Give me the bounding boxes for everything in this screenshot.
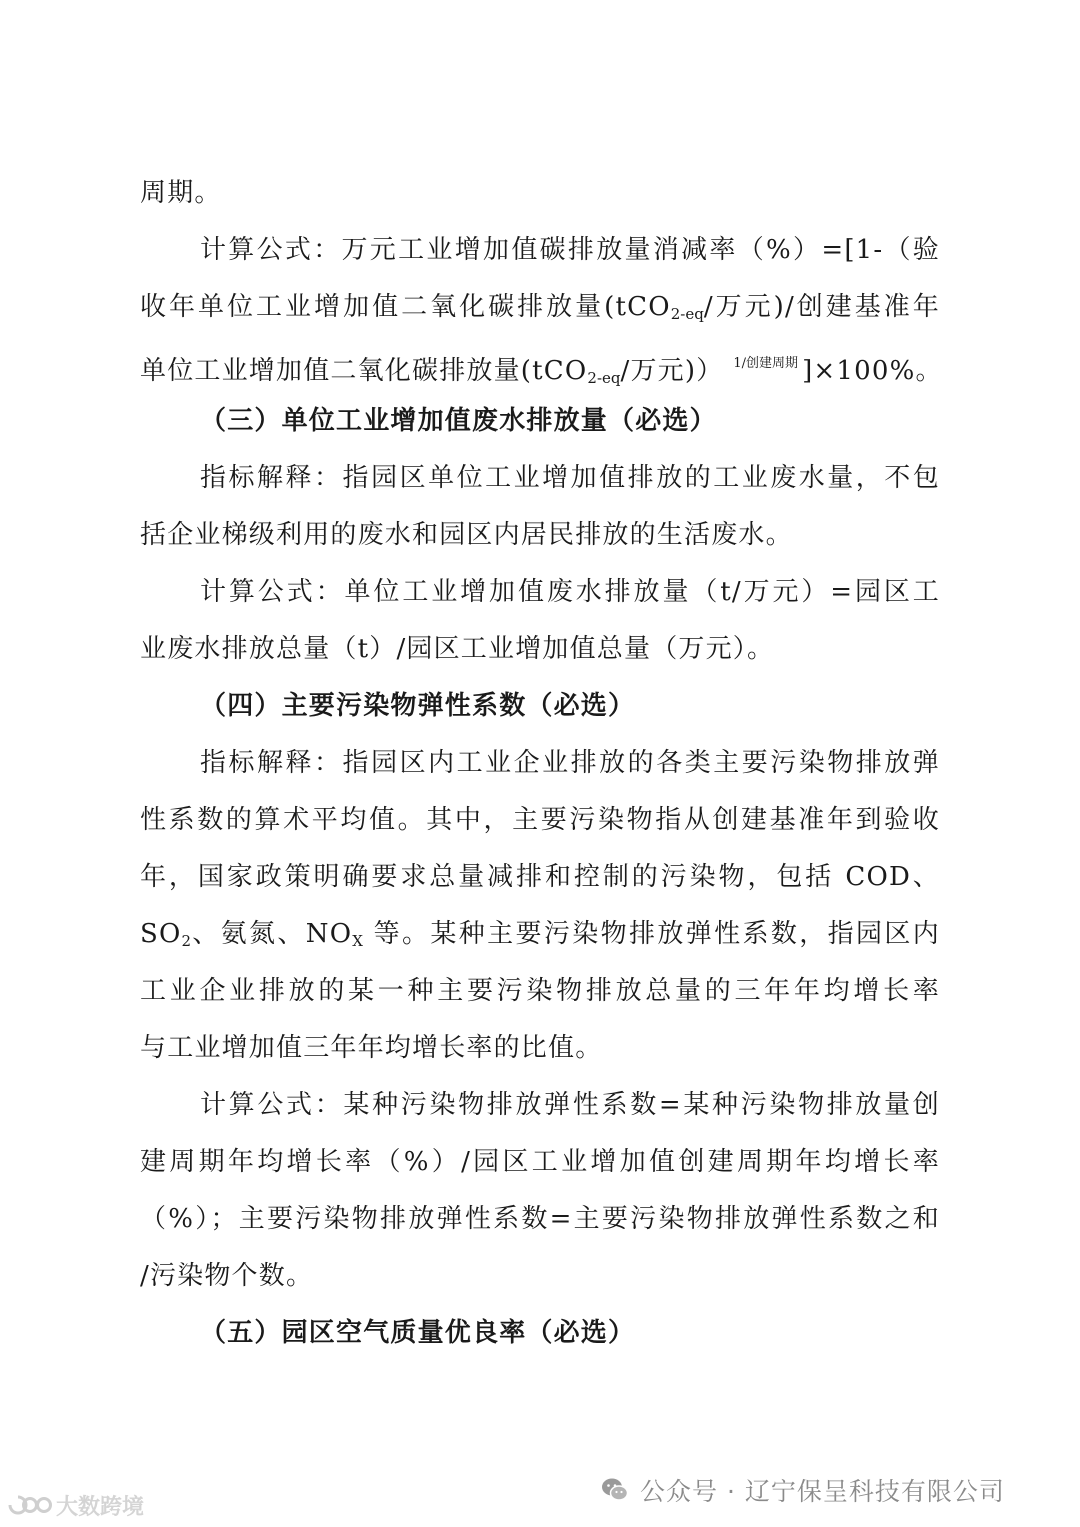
paragraph-line: 计算公式：万元工业增加值碳排放量消减率（%）=[1-（验 bbox=[200, 235, 940, 265]
watermark-logo-icon bbox=[6, 1492, 52, 1518]
superscript: 1/创建周期 bbox=[733, 356, 799, 371]
text-run: 单位工业增加值二氧化碳排放量(tCO bbox=[140, 356, 588, 386]
section-heading: （五）园区空气质量优良率（必选） bbox=[200, 1318, 636, 1348]
paragraph-line: 建周期年均增长率（%）/园区工业增加值创建周期年均增长率 bbox=[140, 1147, 940, 1177]
paragraph-line: 业废水排放总量（t）/园区工业增加值总量（万元）。 bbox=[140, 634, 775, 664]
paragraph-line: （%）；主要污染物排放弹性系数=主要污染物排放弹性系数之和 bbox=[140, 1204, 940, 1234]
subscript: 2-eq bbox=[670, 305, 704, 323]
wechat-icon bbox=[600, 1475, 630, 1505]
text-run: /万元)） bbox=[620, 356, 724, 386]
paragraph-line: 指标解释：指园区内工业企业排放的各类主要污染物排放弹 bbox=[200, 748, 940, 778]
watermark-text: 大数跨境 bbox=[56, 1494, 145, 1520]
text-run: SO bbox=[140, 919, 182, 949]
paragraph-line bbox=[140, 347, 943, 395]
subscript: X bbox=[352, 932, 363, 950]
subscript: 2-eq bbox=[587, 369, 621, 387]
text-run: 等。某种主要污染物排放弹性系数，指园区内 bbox=[362, 919, 941, 949]
wechat-account-footer bbox=[600, 1470, 1050, 1510]
paragraph-line: 性系数的算术平均值。其中，主要污染物指从创建基准年到验收 bbox=[140, 805, 940, 835]
section-heading: （三）单位工业增加值废水排放量（必选） bbox=[200, 406, 717, 436]
paragraph-line: 年，国家政策明确要求总量减排和控制的污染物，包括 COD、 bbox=[140, 862, 940, 892]
paragraph-line: 括企业梯级利用的废水和园区内居民排放的生活废水。 bbox=[140, 520, 793, 550]
text-run: 、氨氮、NO bbox=[191, 919, 353, 949]
paragraph-line bbox=[140, 290, 940, 331]
text-run: 收年单位工业增加值二氧化碳排放量(tCO bbox=[140, 292, 671, 322]
paragraph-line: 指标解释：指园区单位工业增加值排放的工业废水量，不包 bbox=[200, 463, 940, 493]
watermark bbox=[6, 1488, 144, 1522]
footer-text: 公众号 · 辽宁保呈科技有限公司 bbox=[640, 1477, 1005, 1506]
text-run: /万元)/创建基准年 bbox=[703, 292, 940, 322]
subscript: 2 bbox=[181, 932, 192, 950]
text-run: ]×100%。 bbox=[802, 356, 943, 386]
paragraph-line: 周期。 bbox=[140, 178, 222, 208]
paragraph-line: 计算公式：单位工业增加值废水排放量（t/万元）=园区工 bbox=[200, 577, 940, 607]
paragraph-line: 与工业增加值三年年均增长率的比值。 bbox=[140, 1033, 603, 1063]
section-heading: （四）主要污染物弹性系数（必选） bbox=[200, 691, 636, 721]
paragraph-line: 计算公式：某种污染物排放弹性系数=某种污染物排放量创 bbox=[200, 1090, 940, 1120]
paragraph-line: 工业企业排放的某一种主要污染物排放总量的三年年均增长率 bbox=[140, 976, 940, 1006]
paragraph-line bbox=[140, 917, 940, 958]
paragraph-line: /污染物个数。 bbox=[140, 1261, 314, 1291]
